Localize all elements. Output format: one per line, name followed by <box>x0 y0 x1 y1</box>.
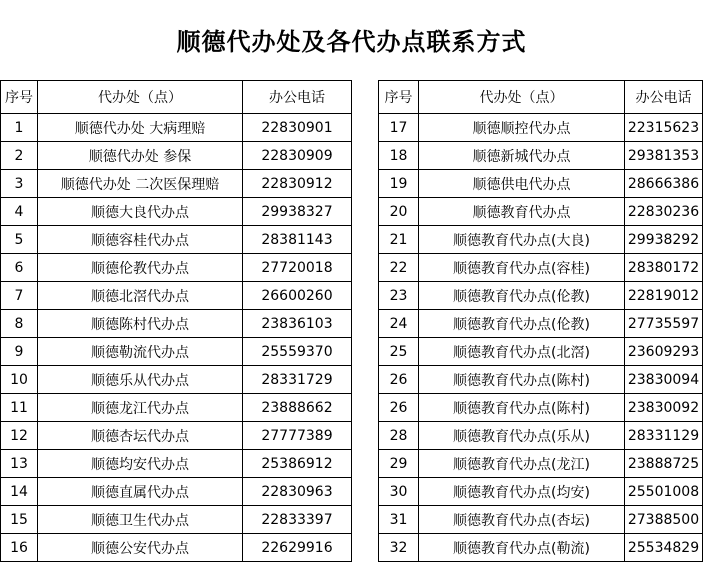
row-seq: 18 <box>379 142 419 170</box>
table-header-row <box>1 81 352 114</box>
table-row <box>1 450 352 478</box>
row-seq: 5 <box>1 226 38 254</box>
table-row <box>1 310 352 338</box>
row-seq: 31 <box>379 506 419 534</box>
contacts-table-right <box>378 80 703 562</box>
row-phone: 22830912 <box>243 170 352 198</box>
row-seq: 11 <box>1 394 38 422</box>
table-row <box>1 366 352 394</box>
row-office-name: 顺德代办处 参保 <box>38 142 243 170</box>
row-phone: 28331129 <box>625 422 703 450</box>
table-row <box>1 422 352 450</box>
row-phone: 23888725 <box>625 450 703 478</box>
row-phone: 22830963 <box>243 478 352 506</box>
row-office-name: 顺德公安代办点 <box>38 534 243 562</box>
row-phone: 23830092 <box>625 394 703 422</box>
row-seq: 24 <box>379 310 419 338</box>
row-phone: 22315623 <box>625 114 703 142</box>
table-row <box>1 170 352 198</box>
row-seq: 14 <box>1 478 38 506</box>
row-seq: 25 <box>379 338 419 366</box>
table-row <box>1 254 352 282</box>
row-office-name: 顺德教育代办点(北滘) <box>419 338 625 366</box>
row-office-name: 顺德教育代办点(陈村) <box>419 366 625 394</box>
row-seq: 1 <box>1 114 38 142</box>
row-office-name: 顺德教育代办点(大良) <box>419 226 625 254</box>
row-seq: 9 <box>1 338 38 366</box>
row-office-name: 顺德教育代办点(均安) <box>419 478 625 506</box>
table-row <box>1 198 352 226</box>
table-row <box>379 478 703 506</box>
row-office-name: 顺德教育代办点(勒流) <box>419 534 625 562</box>
row-phone: 23836103 <box>243 310 352 338</box>
table-row <box>379 534 703 562</box>
row-phone: 29938327 <box>243 198 352 226</box>
row-seq: 17 <box>379 114 419 142</box>
table-row <box>379 198 703 226</box>
row-office-name: 顺德教育代办点(龙江) <box>419 450 625 478</box>
row-seq: 15 <box>1 506 38 534</box>
row-seq: 2 <box>1 142 38 170</box>
row-office-name: 顺德教育代办点 <box>419 198 625 226</box>
row-phone: 22833397 <box>243 506 352 534</box>
row-office-name: 顺德代办处 二次医保理赔 <box>38 170 243 198</box>
table-row <box>1 394 352 422</box>
row-phone: 27735597 <box>625 310 703 338</box>
row-office-name: 顺德龙江代办点 <box>38 394 243 422</box>
row-phone: 25559370 <box>243 338 352 366</box>
table-row <box>379 310 703 338</box>
row-phone: 28380172 <box>625 254 703 282</box>
row-office-name: 顺德容桂代办点 <box>38 226 243 254</box>
row-office-name: 顺德卫生代办点 <box>38 506 243 534</box>
table-row <box>379 142 703 170</box>
row-seq: 12 <box>1 422 38 450</box>
table-row <box>1 534 352 562</box>
row-phone: 29938292 <box>625 226 703 254</box>
row-office-name: 顺德乐从代办点 <box>38 366 243 394</box>
row-phone: 23888662 <box>243 394 352 422</box>
table-row <box>379 422 703 450</box>
header-seq: 序号 <box>379 81 419 114</box>
row-seq: 16 <box>1 534 38 562</box>
row-office-name: 顺德杏坛代办点 <box>38 422 243 450</box>
row-seq: 3 <box>1 170 38 198</box>
header-seq: 序号 <box>1 81 38 114</box>
row-seq: 19 <box>379 170 419 198</box>
row-phone: 27720018 <box>243 254 352 282</box>
row-phone: 28331729 <box>243 366 352 394</box>
table-row <box>379 338 703 366</box>
header-phone: 办公电话 <box>243 81 352 114</box>
row-phone: 22830236 <box>625 198 703 226</box>
table-header-row <box>379 81 703 114</box>
row-seq: 21 <box>379 226 419 254</box>
row-office-name: 顺德教育代办点(容桂) <box>419 254 625 282</box>
row-office-name: 顺德直属代办点 <box>38 478 243 506</box>
row-phone: 25386912 <box>243 450 352 478</box>
table-row <box>1 282 352 310</box>
table-row <box>1 478 352 506</box>
row-office-name: 顺德教育代办点(乐从) <box>419 422 625 450</box>
header-office: 代办处（点） <box>419 81 625 114</box>
row-seq: 29 <box>379 450 419 478</box>
header-phone: 办公电话 <box>625 81 703 114</box>
row-seq: 26 <box>379 394 419 422</box>
row-office-name: 顺德教育代办点(伦教) <box>419 310 625 338</box>
table-row <box>379 366 703 394</box>
row-seq: 32 <box>379 534 419 562</box>
table-row <box>379 114 703 142</box>
table-row <box>1 142 352 170</box>
row-office-name: 顺德均安代办点 <box>38 450 243 478</box>
table-row <box>379 282 703 310</box>
row-phone: 22629916 <box>243 534 352 562</box>
row-office-name: 顺德勒流代办点 <box>38 338 243 366</box>
row-phone: 23830094 <box>625 366 703 394</box>
row-phone: 27777389 <box>243 422 352 450</box>
row-office-name: 顺德教育代办点(杏坛) <box>419 506 625 534</box>
header-office: 代办处（点） <box>38 81 243 114</box>
row-office-name: 顺德顺控代办点 <box>419 114 625 142</box>
row-office-name: 顺德教育代办点(伦教) <box>419 282 625 310</box>
table-row <box>379 506 703 534</box>
row-seq: 8 <box>1 310 38 338</box>
table-row <box>379 394 703 422</box>
contacts-table-left <box>0 80 352 562</box>
row-phone: 23609293 <box>625 338 703 366</box>
row-office-name: 顺德供电代办点 <box>419 170 625 198</box>
row-phone: 28381143 <box>243 226 352 254</box>
table-row <box>379 170 703 198</box>
row-office-name: 顺德代办处 大病理赔 <box>38 114 243 142</box>
row-office-name: 顺德陈村代办点 <box>38 310 243 338</box>
row-phone: 28666386 <box>625 170 703 198</box>
row-seq: 26 <box>379 366 419 394</box>
row-seq: 28 <box>379 422 419 450</box>
row-seq: 23 <box>379 282 419 310</box>
row-office-name: 顺德北滘代办点 <box>38 282 243 310</box>
table-row <box>1 114 352 142</box>
row-phone: 25534829 <box>625 534 703 562</box>
row-seq: 6 <box>1 254 38 282</box>
row-office-name: 顺德教育代办点(陈村) <box>419 394 625 422</box>
row-seq: 7 <box>1 282 38 310</box>
row-phone: 26600260 <box>243 282 352 310</box>
row-seq: 22 <box>379 254 419 282</box>
row-office-name: 顺德新城代办点 <box>419 142 625 170</box>
row-seq: 4 <box>1 198 38 226</box>
row-phone: 22830901 <box>243 114 352 142</box>
row-seq: 10 <box>1 366 38 394</box>
table-row <box>1 226 352 254</box>
page-title: 顺德代办处及各代办点联系方式 <box>176 27 527 56</box>
row-office-name: 顺德大良代办点 <box>38 198 243 226</box>
table-row <box>1 506 352 534</box>
table-row <box>1 338 352 366</box>
row-seq: 20 <box>379 198 419 226</box>
row-seq: 13 <box>1 450 38 478</box>
row-phone: 25501008 <box>625 478 703 506</box>
row-phone: 22819012 <box>625 282 703 310</box>
table-row <box>379 226 703 254</box>
table-row <box>379 450 703 478</box>
row-phone: 27388500 <box>625 506 703 534</box>
row-seq: 30 <box>379 478 419 506</box>
row-office-name: 顺德伦教代办点 <box>38 254 243 282</box>
row-phone: 29381353 <box>625 142 703 170</box>
table-row <box>379 254 703 282</box>
row-phone: 22830909 <box>243 142 352 170</box>
